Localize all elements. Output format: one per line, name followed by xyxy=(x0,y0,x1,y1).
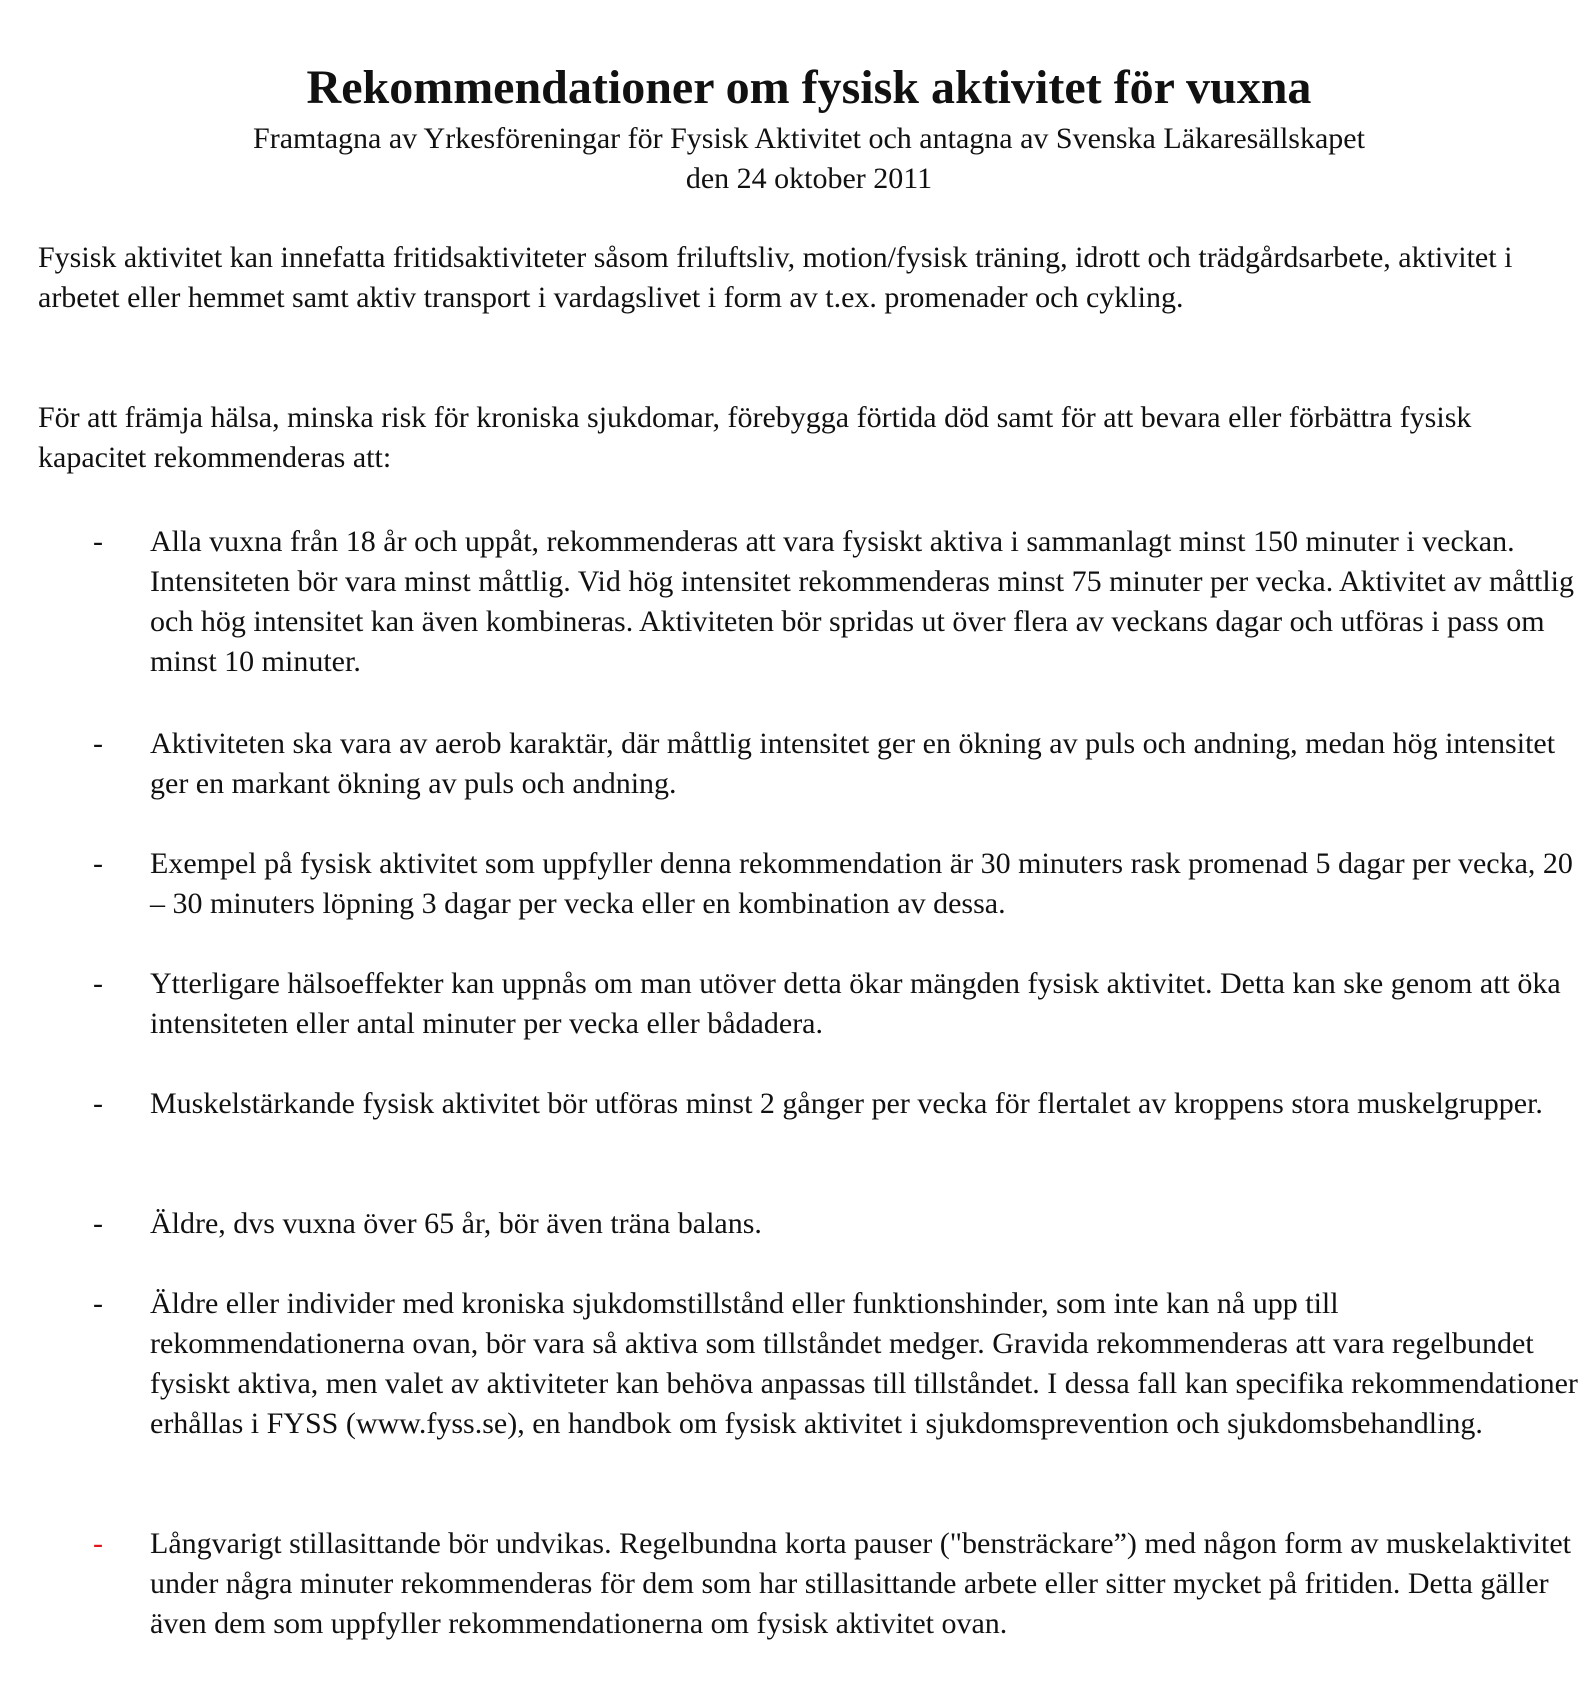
bullet-dash: - xyxy=(93,1087,103,1120)
bullet-dash: - xyxy=(93,525,103,558)
bullet-dash: - xyxy=(93,967,103,1000)
list-item-text: Exempel på fysisk aktivitet som uppfyller denna rekommendation är 30 minuters rask promenad 5 dagar per vecka, 20 – 30 minuters löpning 3 dagar per vecka eller en kombination av dessa. xyxy=(150,847,1573,920)
document-subtitle: Framtagna av Yrkesföreningar för Fysisk Aktivitet och antagna av Svenska Läkaresällskapet xyxy=(253,122,1365,155)
list-item-text: Äldre eller individer med kroniska sjukdomstillstånd eller funktionshinder, som inte kan nå upp till rekommendationerna ovan, bör vara så aktiva som tillståndet medger. Gravida rekommenderas att vara regelbundet fysiskt aktiva, men valet av aktiviteter kan behöva anpassas till tillståndet. I dessa fall kan specifika rekommendationer erhållas i FYSS (www.fyss.se), en handbok om fysisk aktivitet i sjukdomsprevention och sjukdomsbehandling. xyxy=(150,1287,1578,1440)
document-title: Rekommendationer om fysisk aktivitet för vuxna xyxy=(306,61,1312,114)
list-item-text: Långvarigt stillasittande bör undvikas. Regelbundna korta pauser ("bensträckare”) med någon form av muskelaktivitet under några minuter rekommenderas för dem som har stillasittande arbete eller sitter mycket på fritiden. Detta gäller även dem som uppfyller rekommendationerna om fysisk aktivitet ovan. xyxy=(150,1527,1571,1640)
bullet-dash: - xyxy=(93,1207,103,1240)
bullet-dash: - xyxy=(93,727,103,760)
document-date: den 24 oktober 2011 xyxy=(685,162,933,195)
list-item-text: Ytterligare hälsoeffekter kan uppnås om man utöver detta ökar mängden fysisk aktivitet. Detta kan ske genom att öka intensiteten eller antal minuter per vecka eller bådadera. xyxy=(150,967,1561,1040)
list-item-text: Muskelstärkande fysisk aktivitet bör utföras minst 2 gånger per vecka för flertalet av kroppens stora muskelgrupper. xyxy=(150,1087,1543,1120)
list-item-text: Aktiviteten ska vara av aerob karaktär, där måttlig intensitet ger en ökning av puls och andning, medan hög intensitet ger en markant ökning av puls och andning. xyxy=(150,727,1556,800)
list-item-text: Alla vuxna från 18 år och uppåt, rekommenderas att vara fysiskt aktiva i sammanlagt minst 150 minuter i veckan. Intensiteten bör vara minst måttlig. Vid hög intensitet rekommenderas minst 75 minuter per vecka. Aktivitet av måttlig och hög intensitet kan även kombineras. Aktiviteten bör spridas ut över flera av veckans dagar och utföras i pass om minst 10 minuter. xyxy=(150,525,1575,678)
bullet-dash: - xyxy=(93,847,103,880)
bullet-dash: - xyxy=(93,1287,103,1320)
list-item-text: Äldre, dvs vuxna över 65 år, bör även träna balans. xyxy=(150,1207,762,1240)
recommendation-lead-paragraph: För att främja hälsa, minska risk för kroniska sjukdomar, förebygga förtida död samt för att bevara eller förbättra fysisk kapacitet rekommenderas att: xyxy=(38,401,1472,474)
bullet-dash: - xyxy=(93,1527,103,1560)
intro-paragraph: Fysisk aktivitet kan innefatta fritidsaktiviteter såsom friluftsliv, motion/fysisk träning, idrott och trädgårdsarbete, aktivitet i arbetet eller hemmet samt aktiv transport i vardagslivet i form av t.ex. promenader och cykling. xyxy=(38,241,1513,314)
